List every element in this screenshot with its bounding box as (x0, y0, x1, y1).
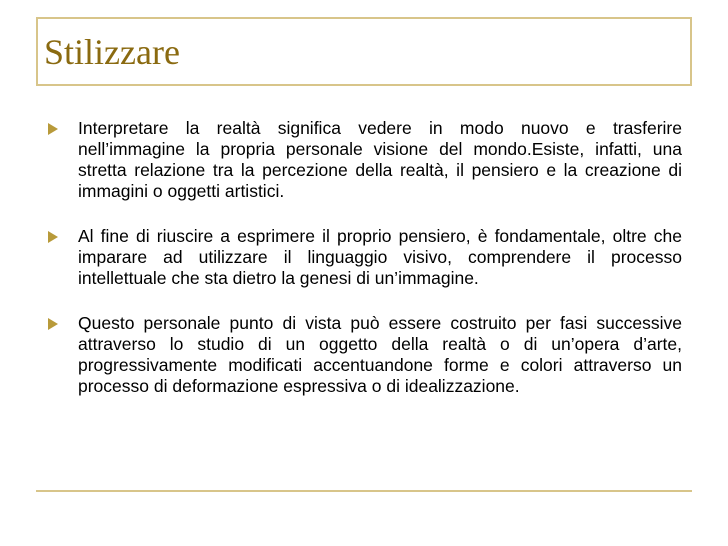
bullet-text: Interpretare la realtà significa vedere in modo nuovo e trasferire nell’immagine la propria personale visione del mondo.Esiste, infatti, una stretta relazione tra la percezione della realtà, il pensiero e la creazione di immagini o oggetti artistici. (78, 118, 682, 201)
title-divider (36, 84, 692, 86)
triangle-bullet-icon (48, 318, 58, 330)
title-frame-right-border (690, 17, 692, 85)
bullet-list (48, 118, 682, 421)
title-frame-top-border (36, 17, 692, 19)
bullet-text: Al fine di riuscire a esprimere il proprio pensiero, è fondamentale, oltre che imparare ad utilizzare il linguaggio visivo, comprendere il processo intellettuale che sta dietro la genesi di un’immagine. (78, 226, 682, 288)
footer-divider (36, 490, 692, 492)
slide-title: Stilizzare (44, 32, 180, 72)
triangle-bullet-icon (48, 123, 58, 135)
title-frame-left-border (36, 17, 38, 85)
triangle-bullet-icon (48, 231, 58, 243)
bullet-item (48, 118, 682, 202)
bullet-item (48, 226, 682, 289)
bullet-text: Questo personale punto di vista può essere costruito per fasi successive attraverso lo studio di un oggetto della realtà o di un’opera d’arte, progressivamente modificati accentuandone forme e colori attraverso un processo di deformazione espressiva o di idealizzazione. (78, 313, 682, 396)
bullet-item (48, 313, 682, 397)
